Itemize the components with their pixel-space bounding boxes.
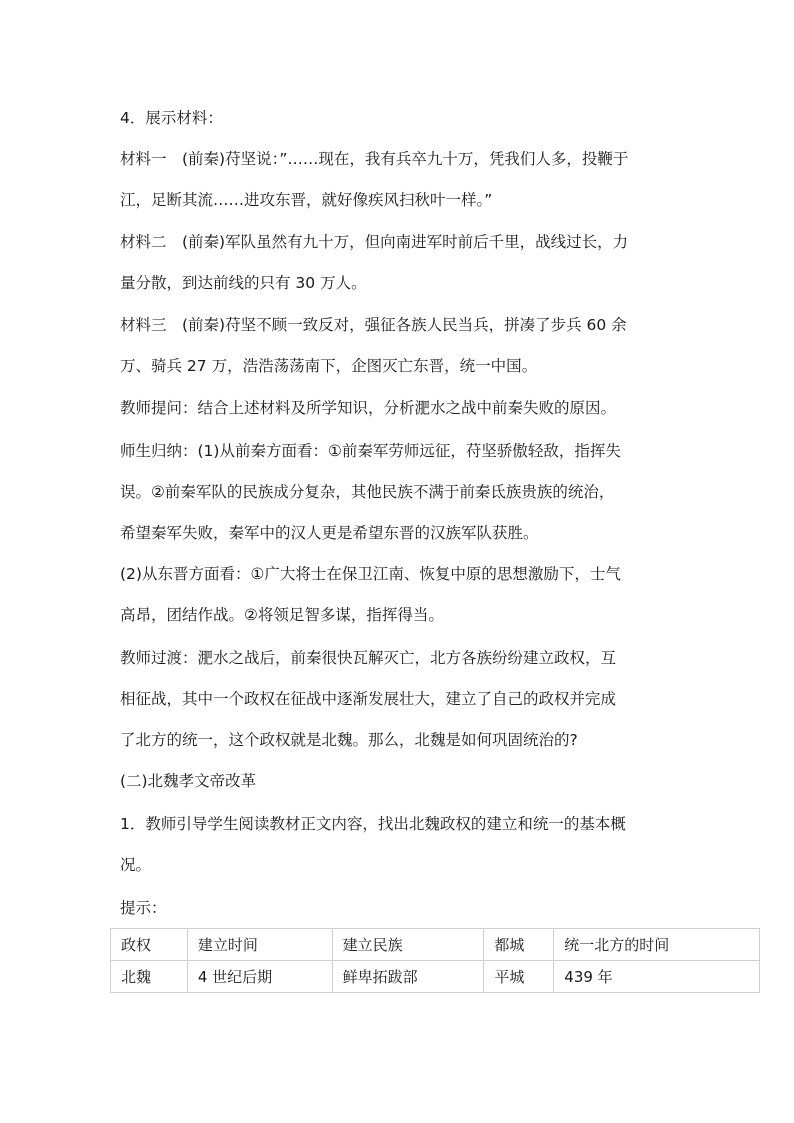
item-1-line-2: 况。: [120, 856, 152, 874]
summary-line-4: (2)从东晋方面看：①广大将士在保卫江南、恢复中原的思想激励下，士气: [120, 565, 621, 583]
summary-line-5: 高昂，团结作战。②将领足智多谋，指挥得当。: [120, 606, 444, 624]
item-1-line-1: 1．教师引导学生阅读教材正文内容，找出北魏政权的建立和统一的基本概: [120, 815, 626, 833]
transition-line-3: 了北方的统一，这个政权就是北魏。那么，北魏是如何巩固统治的?: [120, 731, 578, 749]
item-1: [120, 804, 680, 886]
transition-line-2: 相征战，其中一个政权在征战中逐渐发展壮大，建立了自己的政权并完成: [120, 690, 617, 708]
material-3-line-1: 材料三 (前秦)苻坚不顾一致反对，强征各族人民当兵，拼凑了步兵 60 余: [120, 316, 627, 334]
table-cell: 4 世纪后期: [187, 961, 332, 993]
table-cell: 平城: [484, 961, 554, 993]
teacher-question-text: 教师提问：结合上述材料及所学知识，分析淝水之战中前秦失败的原因。: [120, 399, 617, 417]
table-header-cell: 建立时间: [187, 929, 332, 961]
teacher-transition: [120, 638, 680, 761]
table-row: [111, 961, 760, 993]
teacher-question: [120, 388, 680, 429]
summary-line-2: 误。②前秦军队的民族成分复杂，其他民族不满于前秦氐族贵族的统治，: [120, 483, 615, 501]
teacher-student-summary: [120, 431, 680, 636]
material-2-line-2: 量分散，到达前线的只有 30 万人。: [120, 274, 367, 292]
material-1-line-2: 江，足断其流……进攻东晋，就好像疾风扫秋叶一样。”: [120, 191, 493, 209]
material-1-line-1: 材料一 (前秦)苻坚说：”……现在，我有兵卒九十万，凭我们人多，投鞭于: [120, 150, 629, 168]
table-header-cell: 统一北方的时间: [554, 929, 760, 961]
section-2-title: (二)北魏孝文帝改革: [120, 772, 257, 790]
table-cell: 439 年: [554, 961, 760, 993]
material-2: [120, 222, 680, 304]
northern-wei-table: [110, 928, 760, 993]
table-header-row: [111, 929, 760, 961]
material-3-line-2: 万、骑兵 27 万，浩浩荡荡南下，企图灭亡东晋，统一中国。: [120, 357, 538, 375]
material-3: [120, 305, 680, 387]
table-cell: 北魏: [111, 961, 188, 993]
section-2-heading: [120, 761, 680, 802]
transition-line-1: 教师过渡：淝水之战后，前秦很快瓦解灭亡，北方各族纷纷建立政权，互: [120, 649, 617, 667]
hint-label-text: 提示：: [120, 899, 167, 917]
material-1: [120, 139, 680, 221]
heading-4-text: 4．展示材料：: [120, 109, 223, 127]
summary-line-3: 希望秦军失败，秦军中的汉人更是希望东晋的汉族军队获胜。: [120, 524, 539, 542]
heading-4: [120, 98, 680, 139]
table-header-cell: 都城: [484, 929, 554, 961]
table-cell: 鲜卑拓跋部: [332, 961, 484, 993]
summary-line-1: 师生归纳：(1)从前秦方面看：①前秦军劳师远征，苻坚骄傲轻敌，指挥失: [120, 442, 621, 460]
table-header-cell: 政权: [111, 929, 188, 961]
hint-label: [120, 888, 680, 929]
table-header-cell: 建立民族: [332, 929, 484, 961]
material-2-line-1: 材料二 (前秦)军队虽然有九十万，但向南进军时前后千里，战线过长，力: [120, 233, 629, 251]
